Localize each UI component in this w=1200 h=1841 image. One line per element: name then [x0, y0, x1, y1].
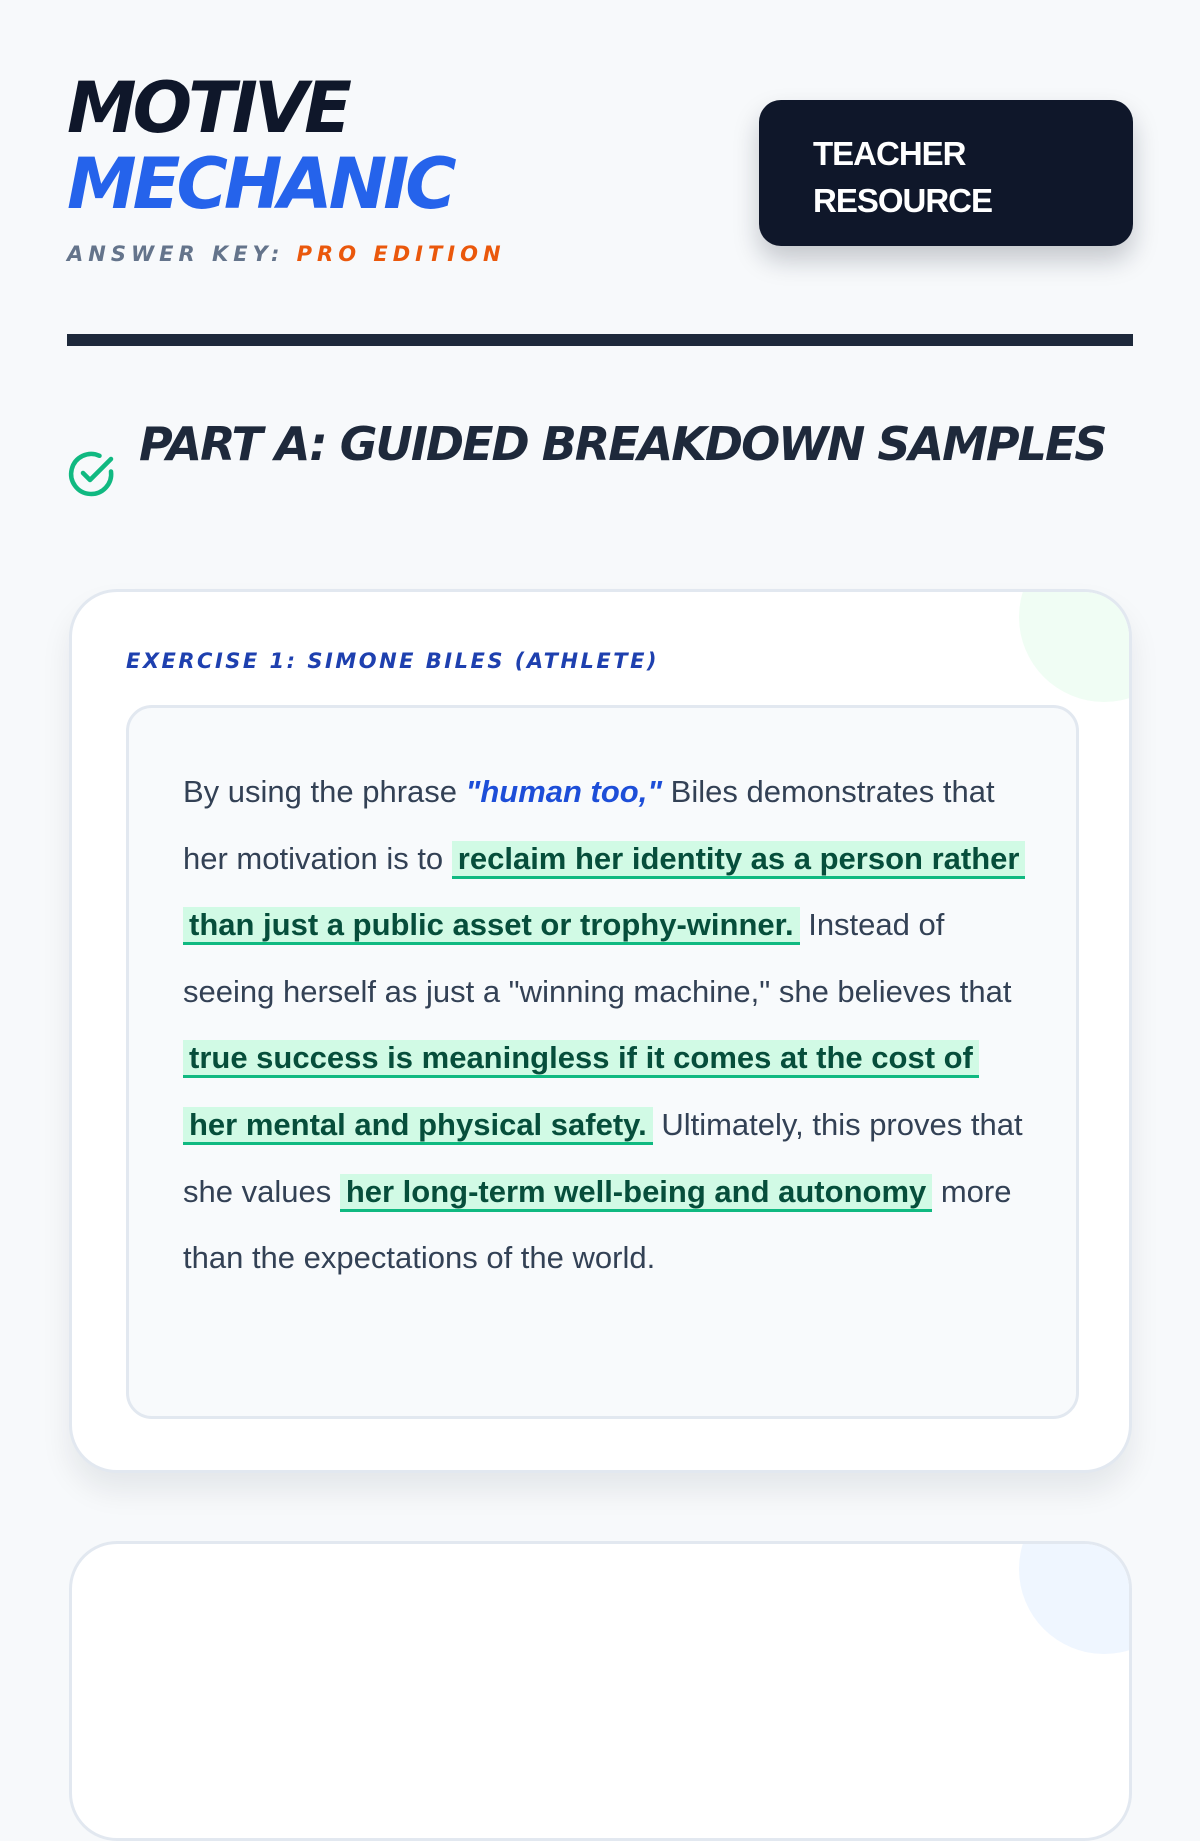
answer-highlight: true success is meaningless if it comes at the cost of her mental and physical safety. — [183, 1040, 979, 1145]
check-circle-icon — [67, 449, 117, 499]
badge-line-teacher: TEACHER — [813, 135, 966, 172]
subtitle-pro-edition: PRO EDITION — [296, 242, 506, 266]
card-decoration — [1019, 1541, 1132, 1654]
answer-quote: "human too," — [465, 774, 663, 809]
title-line-mechanic: MECHANIC — [67, 143, 453, 225]
answer-segment: Biles demonstrates that her motivation is to — [183, 774, 995, 876]
exercise-card — [69, 589, 1132, 1473]
page-header — [67, 67, 1133, 290]
subtitle-answer-key: ANSWER KEY: — [67, 242, 285, 266]
answer-segment: Ultimately, this proves that she values — [183, 1106, 1023, 1209]
answer-highlight: reclaim her identity as a person rather than just a public asset or trophy-winner. — [183, 841, 1025, 946]
answer-highlight: her long-term well-being and autonomy — [340, 1174, 932, 1212]
answer-box — [126, 705, 1079, 1419]
teacher-resource-badge — [759, 100, 1133, 246]
answer-text — [183, 759, 1023, 1292]
section-title: PART A: GUIDED BREAKDOWN SAMPLES — [139, 417, 1106, 471]
badge-line-resource: RESOURCE — [813, 182, 993, 219]
answer-segment: By using the phrase — [183, 774, 466, 809]
answer-segment: more than the expectations of the world. — [183, 1173, 1012, 1276]
exercise-label: EXERCISE 1: SIMONE BILES (ATHLETE) — [126, 649, 660, 673]
title-line-motive: MOTIVE — [67, 67, 348, 149]
card-decoration — [1019, 589, 1132, 702]
header-divider — [67, 334, 1133, 346]
next-exercise-card — [69, 1541, 1132, 1841]
answer-segment: Instead of seeing herself as just a "winning machine," she believes that — [183, 907, 1012, 1009]
